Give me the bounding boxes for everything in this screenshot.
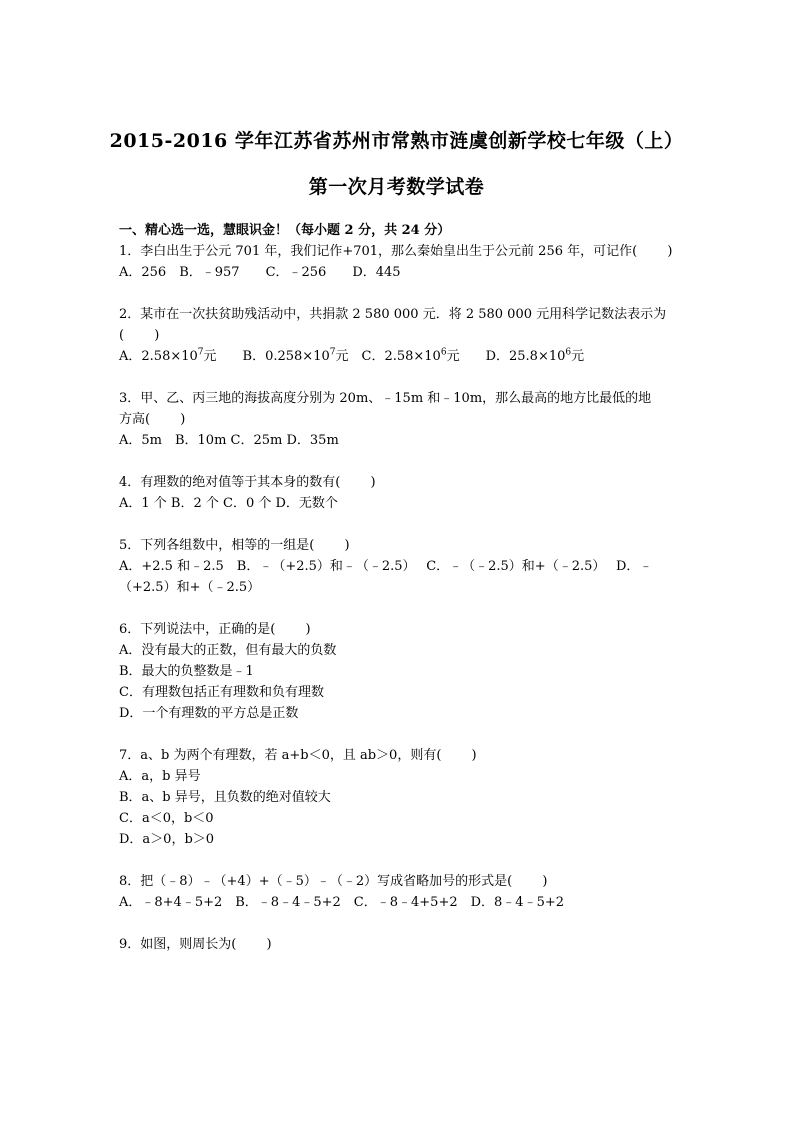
question-6-option-d: D．一个有理数的平方总是正数 <box>119 706 299 721</box>
question-5-options-cont: （+2.5）和+（﹣2.5） <box>119 580 261 595</box>
section-heading: 一、精心选一选，慧眼识金！（每小题 2 分，共 24 分） <box>119 223 451 238</box>
question-4-options: A．1 个 B．2 个 C．0 个 D．无数个 <box>119 496 338 511</box>
question-2-stem-cont: ( ) <box>119 328 160 343</box>
q2-option-d-unit: 元 <box>571 349 585 364</box>
question-7-option-c: C．a＜0，b＜0 <box>119 811 214 826</box>
exam-title-line2: 第一次月考数学试卷 <box>308 176 485 198</box>
q2-option-d-exp: 6 <box>565 347 572 358</box>
question-7-option-a: A．a，b 异号 <box>119 769 201 784</box>
question-6-option-b: B．最大的负整数是﹣1 <box>119 664 254 679</box>
question-7-stem: 7．a、b 为两个有理数，若 a+b＜0，且 ab＞0，则有( ) <box>119 748 477 763</box>
q2-option-b: B．0.258×10 <box>242 349 330 364</box>
question-6-option-a: A．没有最大的正数，但有最大的负数 <box>119 643 337 658</box>
q2-option-b-unit: 元 <box>335 349 362 364</box>
question-8-options: A．﹣8+4﹣5+2 B．﹣8﹣4﹣5+2 C．﹣8﹣4+5+2 D．8﹣4﹣5+2 <box>119 895 565 910</box>
q2-option-a: A．2.58×10 <box>119 349 198 364</box>
question-7-option-b: B．a、b 异号，且负数的绝对值较大 <box>119 790 331 805</box>
question-1-options: A．256 B．﹣957 C．﹣256 D．445 <box>119 265 401 280</box>
q2-option-b-exp: 7 <box>329 347 336 358</box>
question-1-stem: 1．李白出生于公元 701 年，我们记作+701，那么秦始皇出生于公元前 256 年，可记作( ) <box>119 244 673 259</box>
question-3-options: A．5m B．10m C．25m D．35m <box>119 433 339 448</box>
exam-title-line1: 2015-2016 学年江苏省苏州市常熟市涟虞创新学校七年级（上） <box>109 130 684 152</box>
question-6-option-c: C．有理数包括正有理数和负有理数 <box>119 685 324 700</box>
question-5-options: A．+2.5 和﹣2.5 B．﹣（+2.5）和﹣（﹣2.5） C．﹣（﹣2.5）和+（﹣2.5） D．﹣ <box>119 559 653 574</box>
q2-option-a-exp: 7 <box>197 347 204 358</box>
question-8-stem: 8．把（﹣8）﹣（+4）+（﹣5）﹣（﹣2）写成省略加号的形式是( ) <box>119 874 548 889</box>
q2-option-c: C．2.58×10 <box>361 349 441 364</box>
question-2-options <box>119 346 679 367</box>
question-4-stem: 4．有理数的绝对值等于其本身的数有( ) <box>119 475 376 490</box>
q2-option-a-unit: 元 <box>203 349 243 364</box>
question-9-stem: 9．如图，则周长为( ) <box>119 937 272 952</box>
question-2-stem: 2．某市在一次扶贫助残活动中，共捐款 2 580 000 元．将 2 580 000 元用科学记数法表示为 <box>119 307 667 322</box>
q2-option-c-unit: 元 <box>446 349 486 364</box>
question-3-stem-cont: 方高( ) <box>119 412 186 427</box>
exam-content <box>119 220 679 955</box>
q2-option-c-exp: 6 <box>440 347 447 358</box>
question-7-option-d: D．a＞0，b＞0 <box>119 832 215 847</box>
question-6-stem: 6．下列说法中，正确的是( ) <box>119 622 311 637</box>
question-5-stem: 5．下列各组数中，相等的一组是( ) <box>119 538 350 553</box>
q2-option-d: D．25.8×10 <box>485 349 566 364</box>
question-3-stem: 3．甲、乙、丙三地的海拔高度分别为 20m、﹣15m 和﹣10m，那么最高的地方比最低的地 <box>119 391 652 406</box>
